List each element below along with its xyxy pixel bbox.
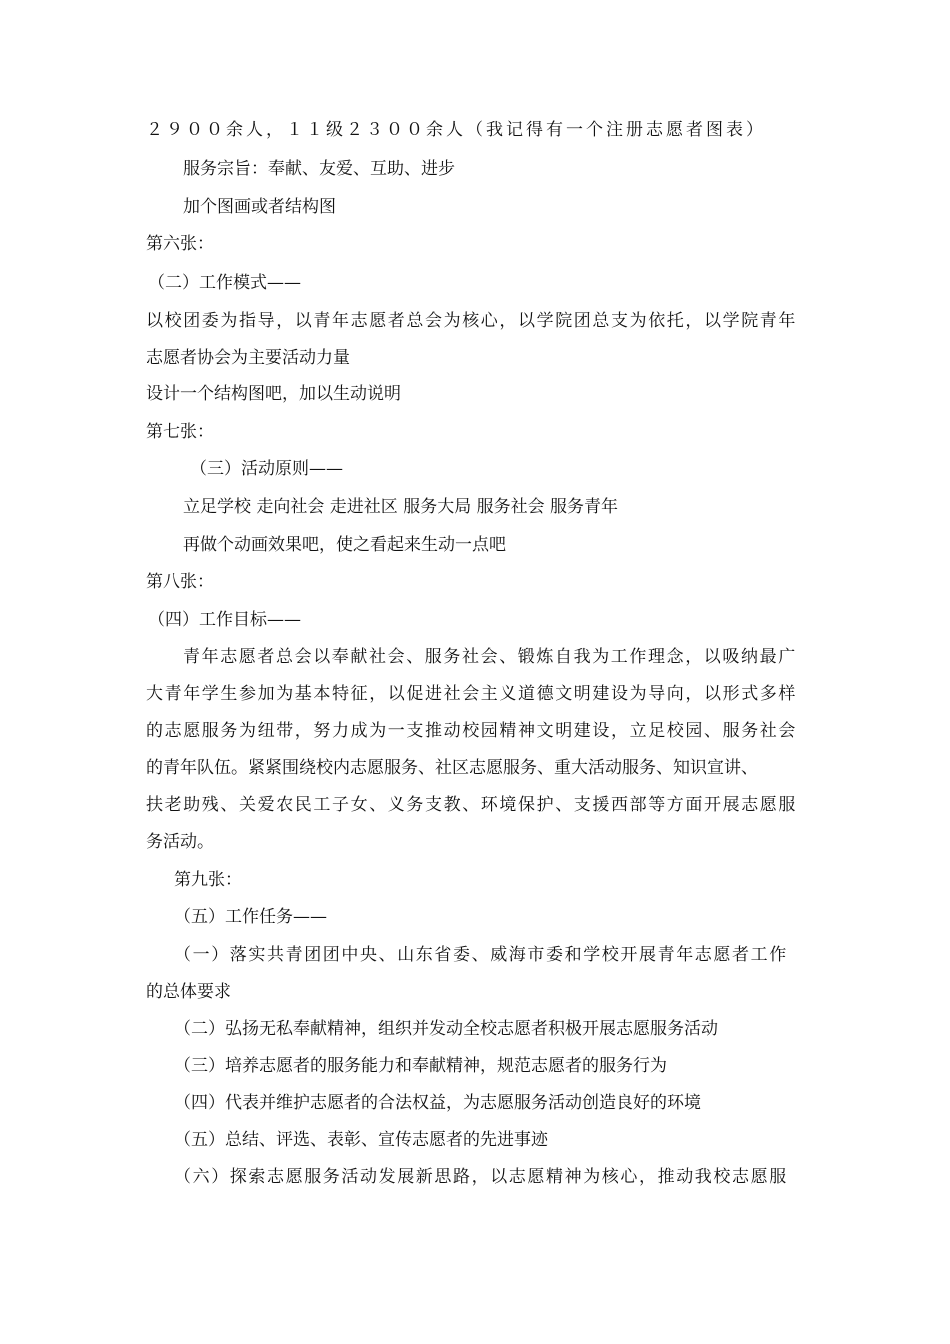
text-line: （六）探索志愿服务活动发展新思路，以志愿精神为核心，推动我校志愿服 (174, 1167, 788, 1187)
text-line: 立足学校 走向社会 走进社区 服务大局 服务社会 服务青年 (183, 497, 619, 517)
section-heading: 第六张： (146, 234, 214, 254)
text-line: 务活动。 (146, 832, 214, 852)
section-heading: （三）活动原则—— (190, 459, 343, 479)
text-line: （三）培养志愿者的服务能力和奉献精神，规范志愿者的服务行为 (174, 1056, 667, 1076)
text-line: ２９００余人，１１级２３００余人（我记得有一个注册志愿者图表） (146, 120, 766, 140)
text-line: （一）落实共青团团中央、山东省委、威海市委和学校开展青年志愿者工作 (174, 945, 788, 965)
section-heading: （五）工作任务—— (174, 907, 327, 927)
section-heading: 第八张： (146, 572, 214, 592)
text-line: 的青年队伍。紧紧围绕校内志愿服务、社区志愿服务、重大活动服务、知识宣讲、 (146, 758, 758, 778)
section-heading: （四）工作目标—— (148, 610, 301, 630)
text-line: 以校团委为指导，以青年志愿者总会为核心，以学院团总支为依托，以学院青年 (146, 311, 797, 331)
section-heading: （二）工作模式—— (148, 273, 301, 293)
text-line: 的志愿服务为纽带，努力成为一支推动校园精神文明建设，立足校园、服务社会 (146, 721, 797, 741)
text-line: （二）弘扬无私奉献精神，组织并发动全校志愿者积极开展志愿服务活动 (174, 1019, 718, 1039)
text-line: 扶老助残、关爱农民工子女、义务支教、环境保护、支援西部等方面开展志愿服 (146, 795, 797, 815)
text-line: （四）代表并维护志愿者的合法权益，为志愿服务活动创造良好的环境 (174, 1093, 701, 1113)
text-line: 设计一个结构图吧，加以生动说明 (146, 384, 401, 404)
text-line: 志愿者协会为主要活动力量 (146, 348, 350, 368)
section-heading: 第九张： (174, 870, 242, 890)
text-line: 大青年学生参加为基本特征，以促进社会主义道德文明建设为导向，以形式多样 (146, 684, 797, 704)
text-line: 的总体要求 (146, 982, 231, 1002)
text-line: 再做个动画效果吧，使之看起来生动一点吧 (183, 535, 506, 555)
text-line: （五）总结、评选、表彰、宣传志愿者的先进事迹 (174, 1130, 548, 1150)
section-heading: 第七张： (146, 422, 214, 442)
text-line: 加个图画或者结构图 (183, 197, 336, 217)
text-line: 服务宗旨：奉献、友爱、互助、进步 (183, 159, 455, 179)
text-line: 青年志愿者总会以奉献社会、服务社会、锻炼自我为工作理念，以吸纳最广 (183, 647, 797, 667)
